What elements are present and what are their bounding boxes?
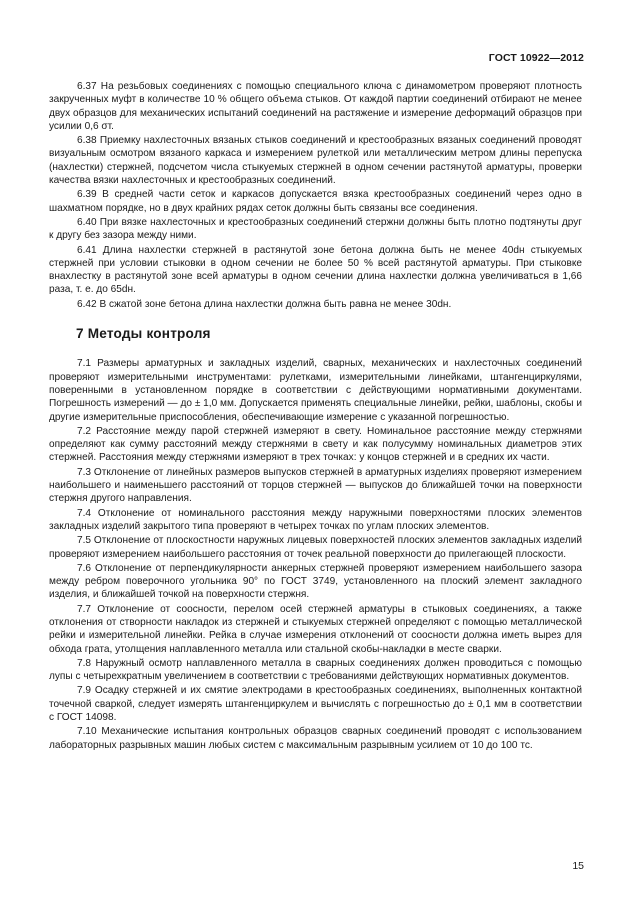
paragraph-7-8: 7.8 Наружный осмотр наплавленного металла в сварных соединениях должен проводиться с помощью лупы с четырехкратным увеличением в соответствии с требованиями действующих нормативных документов.: [49, 657, 582, 683]
paragraph-6-39: 6.39 В средней части сеток и каркасов допускается вязка крестообразных соединений через одно в шахматном порядке, но в двух крайних рядах сеток должны быть связаны все соединения.: [49, 189, 582, 214]
page-number: 15: [572, 860, 584, 872]
paragraph-7-3: 7.3 Отклонение от линейных размеров выпусков стержней в арматурных изделиях проверяют измерением наибольшего и наименьшего расстояний от торцов стержней — выпусков до ближайшей точки на поверхности стержня другого направления.: [49, 466, 582, 505]
paragraph-7-1: 7.1 Размеры арматурных и закладных изделий, сварных, механических и нахлесточных соединений проверяют измерительными инструментами: рулетками, измерительными линейками, штангенциркулями, поверенными в установленном порядке в соответствии с действующими нормативными документами. Погрешность измерений — до ± 1,0 мм. Допускается применять специальные линейки, рейки, шаблоны, скобы и другие измерительные приспособления, обеспечивающие измерение с указанной погрешностью.: [49, 358, 582, 423]
paragraph-6-42: 6.42 В сжатой зоне бетона длина нахлестки должна быть равна не менее 30dн.: [77, 298, 452, 310]
document-id: ГОСТ 10922—2012: [488, 52, 584, 64]
paragraph-7-7: 7.7 Отклонение от соосности, перелом осей стержней арматуры в стыковых соединениях, а также отклонения от створности накладок из стержней и стыкуемых стержней определяют с помощью металлической рейки и измерительной линейки. Рейка в случае измерения отклонений от соосности должна иметь вырез для обхода грата, утолщения наплавленного металла или стальной скобы-накладки в месте сварки.: [49, 603, 582, 655]
paragraph-7-4: 7.4 Отклонение от номинального расстояния между наружными поверхностями плоских элементов закладных изделий закрытого типа проверяют в четырех точках по углам плоских элементов.: [49, 507, 582, 532]
paragraph-6-38: 6.38 Приемку нахлесточных вязаных стыков соединений и крестообразных вязаных соединений проводят визуальным осмотром вязаного каркаса и измерением рулеткой или металлическим метром длины перепуска (нахлестки) стержней, подсчетом числа стыкуемых стержней в одном сечении растянутой арматуры, проверки качества вязки нахлесточных и крестообразных соединений.: [49, 135, 582, 187]
paragraph-7-10: 7.10 Механические испытания контрольных образцов сварных соединений проводят с использованием лабораторных разрывных машин любых систем с максимальным разрывным усилием от 10 до 100 тс.: [49, 726, 582, 751]
paragraph-7-2: 7.2 Расстояние между парой стержней измеряют в свету. Номинальное расстояние между стержнями определяют как сумму расстояний между стержнями в свету и как полусумму номинальных диаметров этих стержней. Расстояния между стержнями измеряют в трех точках: у концов стержней и в средних их части.: [49, 425, 582, 464]
paragraph-6-37: 6.37 На резьбовых соединениях с помощью специального ключа с динамометром проверяют плотность закрученных муфт в количестве 10 % общего объема стыков. От каждой партии соединений отбирают не менее двух образцов для механических испытаний соединений на растяжение и измерение деформаций образцов при усилии 0,6 σт.: [49, 81, 582, 132]
paragraph-6-41: 6.41 Длина нахлестки стержней в растянутой зоне бетона должна быть не менее 40dн стыкуемых стержней при условии стыковки в одном сечении не более 50 % всей растянутой арматуры. При стыковке внахлестку в растянутой зоне всей арматуры в одном сечении длина нахлестки должна увеличиваться в 1,66 раза, т. е. до 65dн.: [49, 244, 582, 296]
document-body: [49, 80, 582, 752]
paragraph-7-5: 7.5 Отклонение от плоскостности наружных лицевых поверхностей плоских элементов закладных изделий проверяют измерением наибольшего расстояния от точек реальной поверхности до прилегающей плоскости.: [49, 535, 582, 560]
paragraph-7-9: 7.9 Осадку стержней и их смятие электродами в крестообразных соединениях, выполненных контактной точечной сваркой, следует измерять штангенциркулем и вычислять с погрешностью до ± 0,1 мм в соответствии с ГОСТ 14098.: [49, 685, 582, 724]
paragraph-6-40: 6.40 При вязке нахлесточных и крестообразных соединений стержни должны быть плотно подтянуты друг к другу без зазора между ними.: [49, 216, 582, 242]
paragraph-7-6: 7.6 Отклонение от перпендикулярности анкерных стержней проверяют измерением наибольшего зазора между ребром поверочного угольника 90° по ГОСТ 3749, установленного на плоский элемент закладного изделия, и ближайшей точкой на поверхности стержня.: [49, 562, 582, 601]
section-heading: 7 Методы контроля: [76, 326, 211, 342]
